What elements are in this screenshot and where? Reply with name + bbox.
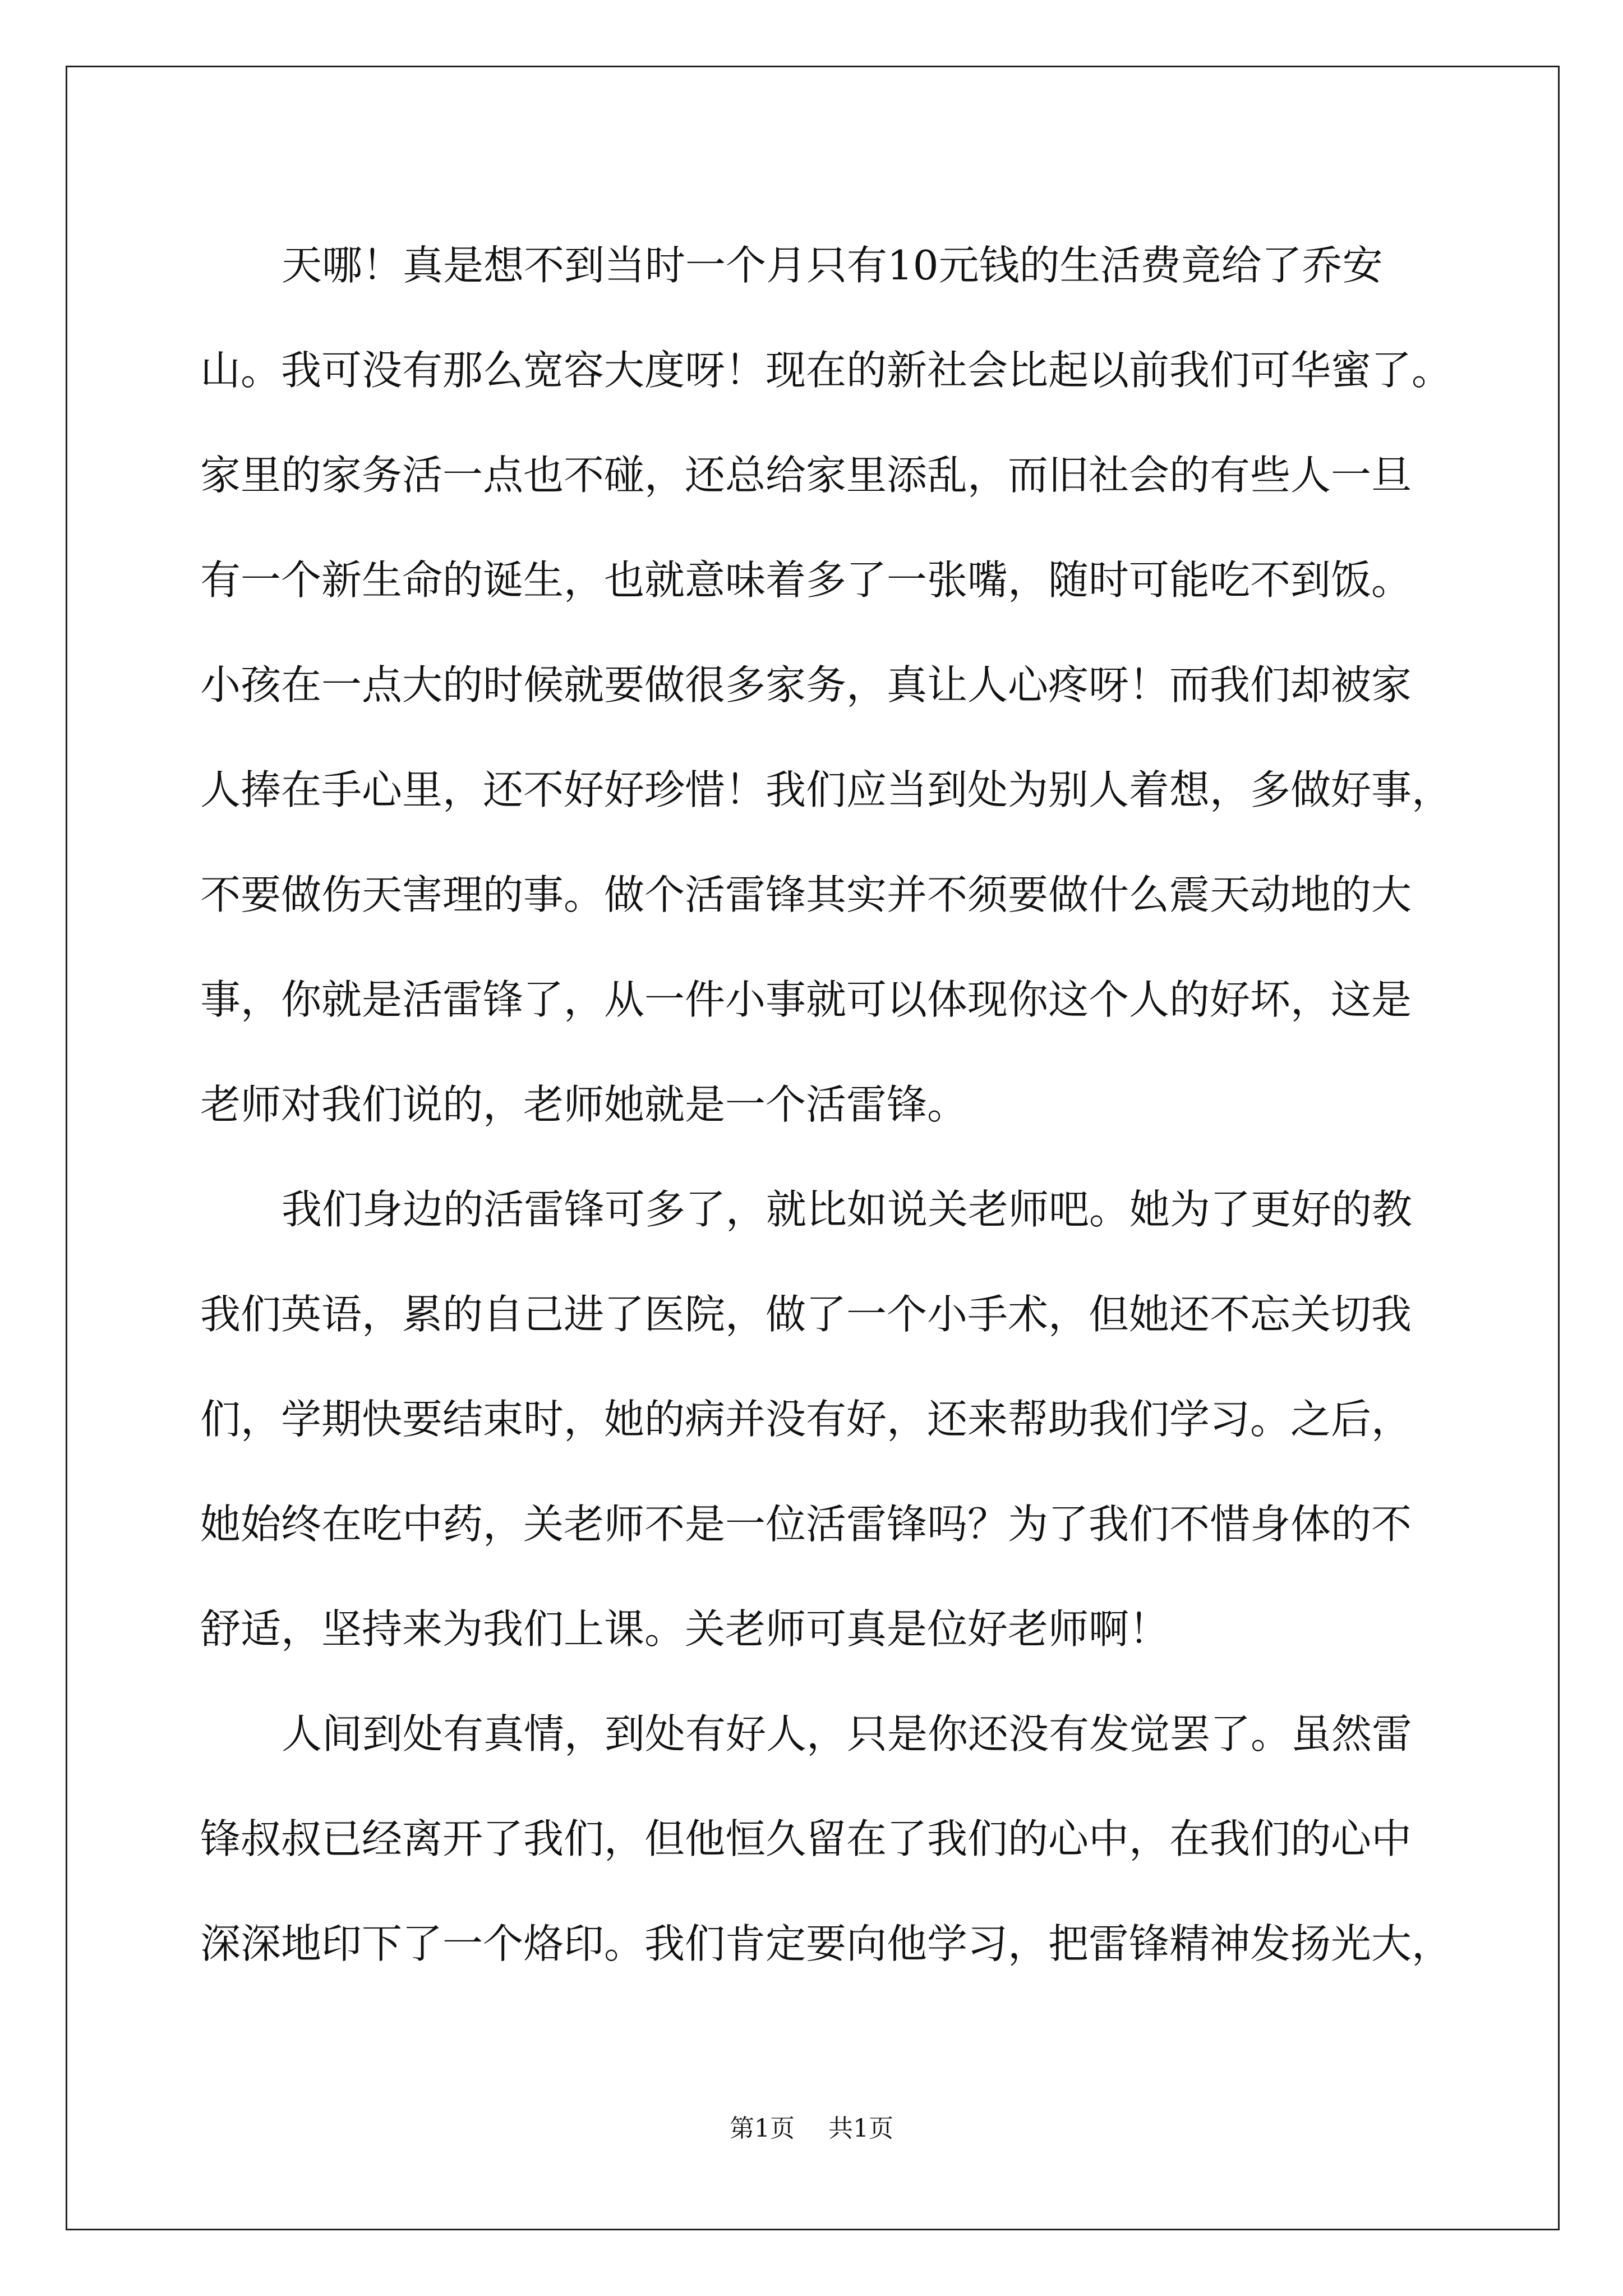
page-footer	[0, 2112, 1623, 2146]
document-body	[200, 213, 1453, 1996]
paragraph-1-line-8: 事，你就是活雷锋了，从一件小事就可以体现你这个人的好坏，这是	[200, 976, 1412, 1023]
paragraph-1-line-1: 天哪！真是想不到当时一个月只有10元钱的生活费竟给了乔安	[282, 242, 1383, 289]
paragraph-1-line-6: 人捧在手心里，还不好好珍惜！我们应当到处为别人着想，多做好事，	[200, 766, 1453, 813]
page-number: 第1页	[730, 2114, 795, 2143]
paragraph-2-line-1: 我们身边的活雷锋可多了，就比如说关老师吧。她为了更好的教	[282, 1186, 1413, 1233]
paragraph-1-line-9: 老师对我们说的，老师她就是一个活雷锋。	[200, 1081, 968, 1128]
paragraph-1-line-3: 家里的家务活一点也不碰，还总给家里添乱，而旧社会的有些人一旦	[200, 452, 1412, 499]
paragraph-2-line-5: 舒适，坚持来为我们上课。关老师可真是位好老师啊！	[200, 1605, 1170, 1653]
paragraph-1-line-2: 山。我可没有那么宽容大度呀！现在的新社会比起以前我们可华蜜了。	[200, 347, 1453, 394]
paragraph-1-line-4: 有一个新生命的诞生，也就意味着多了一张嘴，随时可能吃不到饭。	[200, 556, 1412, 604]
paragraph-3-line-1: 人间到处有真情，到处有好人，只是你还没有发觉罢了。虽然雷	[282, 1710, 1413, 1757]
paragraph-1-line-7: 不要做伤天害理的事。做个活雷锋其实并不须要做什么震天动地的大	[200, 871, 1412, 918]
paragraph-2-line-2: 我们英语，累的自己进了医院，做了一个小手术，但她还不忘关切我	[200, 1291, 1412, 1338]
paragraph-3-line-3: 深深地印下了一个烙印。我们肯定要向他学习，把雷锋精神发扬光大，	[200, 1920, 1453, 1967]
paragraph-2-line-3: 们，学期快要结束时，她的病并没有好，还来帮助我们学习。之后，	[200, 1396, 1412, 1443]
paragraph-1-line-5: 小孩在一点大的时候就要做很多家务，真让人心疼呀！而我们却被家	[200, 661, 1412, 708]
paragraph-3-line-2: 锋叔叔已经离开了我们，但他恒久留在了我们的心中，在我们的心中	[200, 1815, 1412, 1862]
paragraph-2-line-4: 她始终在吃中药，关老师不是一位活雷锋吗？为了我们不惜身体的不	[200, 1501, 1412, 1548]
page-total: 共1页	[828, 2114, 893, 2143]
